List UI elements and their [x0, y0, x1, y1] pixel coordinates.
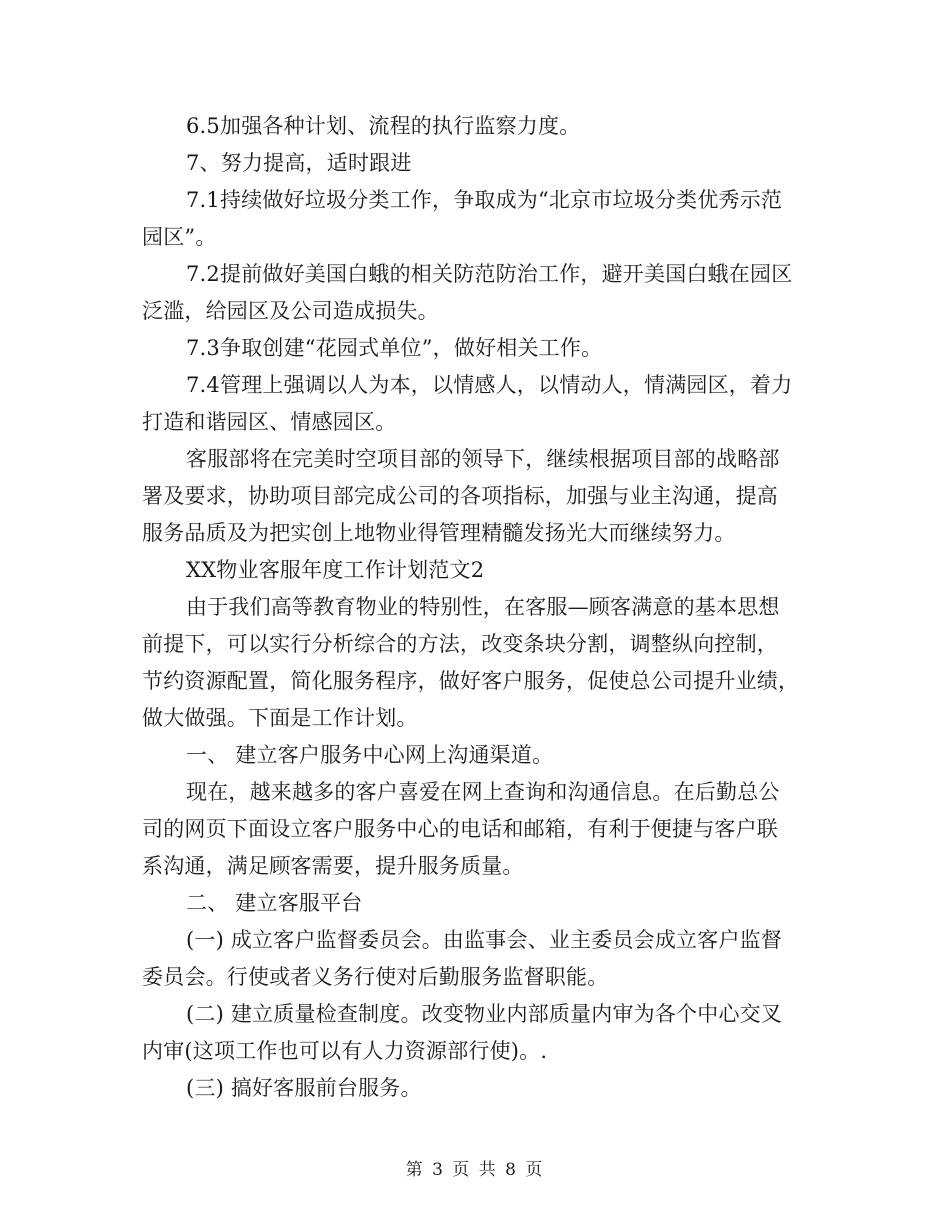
text-line: 泛滥，给园区及公司造成损失。: [142, 299, 439, 323]
text-line: 7.2提前做好美国白蛾的相关防范防治工作，避开美国白蛾在园区: [186, 262, 793, 286]
text-line: 7.3争取创建“花园式单位”，做好相关工作。: [186, 336, 603, 360]
page-footer: 第 3 页 共 8 页: [405, 1160, 545, 1180]
text-line: XX物业客服年度工作计划范文2: [186, 558, 485, 582]
text-line: 前提下，可以实行分析综合的方法，改变条块分割，调整纵向控制，: [142, 632, 778, 656]
text-line: 一、 建立客户服务中心网上沟通渠道。: [186, 743, 554, 767]
document-body: [142, 108, 810, 1107]
text-line: 7.1持续做好垃圾分类工作，争取成为“北京市垃圾分类优秀示范: [186, 188, 783, 212]
text-line: (一) 成立客户监督委员会。由监事会、业主委员会成立客户监督: [186, 928, 783, 952]
text-line: 系沟通，满足顾客需要，提升服务质量。: [142, 854, 524, 878]
text-line: 节约资源配置，简化服务程序，做好客户服务，促使总公司提升业绩，: [142, 669, 800, 693]
text-line: 7、努力提高，适时跟进: [186, 151, 412, 175]
text-line: 署及要求，协助项目部完成公司的各项指标，加强与业主沟通，提高: [142, 484, 778, 508]
text-line: 司的网页下面设立客户服务中心的电话和邮箱，有利于便捷与客户联: [142, 817, 778, 841]
document-text: [142, 108, 810, 1107]
text-line: (三) 搞好客服前台服务。: [186, 1076, 422, 1100]
text-line: 客服部将在完美时空项目部的领导下，继续根据项目部的战略部: [186, 447, 780, 471]
text-line: 6.5加强各种计划、流程的执行监察力度。: [186, 114, 581, 138]
text-line: 二、 建立客服平台: [186, 891, 363, 915]
text-line: 7.4管理上强调以人为本，以情感人，以情动人，情满园区，着力: [186, 373, 793, 397]
text-line: 服务品质及为把实创上地物业得管理精髓发扬光大而继续努力。: [142, 521, 736, 545]
text-line: 委员会。行使或者义务行使对后勤服务监督职能。: [142, 965, 609, 989]
text-line: (二) 建立质量检查制度。改变物业内部质量内审为各个中心交叉: [186, 1002, 783, 1026]
text-line: 内审(这项工作也可以有人力资源部行使)。.: [142, 1039, 548, 1063]
text-line: 由于我们高等教育物业的特别性，在客服—顾客满意的基本思想: [186, 595, 780, 619]
text-line: 打造和谐园区、情感园区。: [142, 410, 397, 434]
text-line: 现在，越来越多的客户喜爱在网上查询和沟通信息。在后勤总公: [186, 780, 780, 804]
text-line: 园区”。: [142, 225, 217, 249]
text-line: 做大做强。下面是工作计划。: [142, 706, 418, 730]
